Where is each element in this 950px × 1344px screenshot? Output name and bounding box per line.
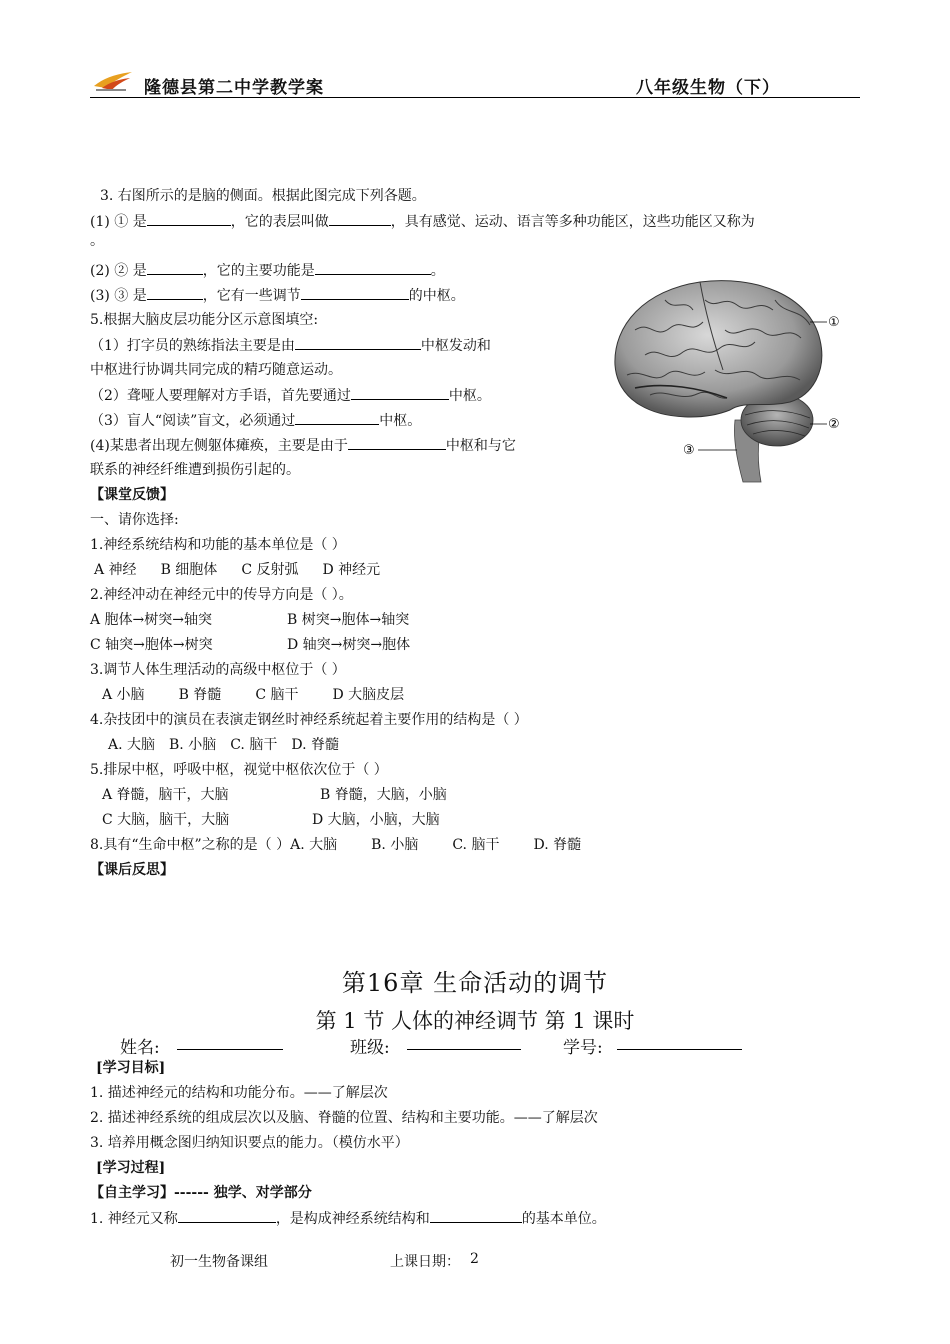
answer-blank[interactable]	[329, 211, 391, 226]
option[interactable]: D 大脑皮层	[332, 687, 405, 703]
answer-blank[interactable]	[295, 410, 379, 425]
footer-date-label: 上课日期：	[390, 1254, 460, 1270]
option[interactable]: C. 脑干	[452, 837, 500, 853]
page-number: 2	[470, 1251, 479, 1267]
option[interactable]: C. 脑干	[230, 737, 278, 753]
option[interactable]: D. 脊髓	[533, 837, 582, 853]
mc-q5-option-d[interactable]: D 大脑，小脑，大脑	[312, 812, 440, 828]
number-field[interactable]	[617, 1049, 742, 1050]
name-field-label: 姓名:	[120, 1038, 160, 1058]
answer-blank[interactable]	[147, 260, 203, 275]
mc-q5: 5.排尿中枢，呼吸中枢，视觉中枢依次位于（ ）	[90, 762, 388, 778]
self-study-q1: 1. 神经元又称 ，是构成神经系统结构和 的基本单位。	[90, 1208, 606, 1229]
class-field-label: 班级:	[350, 1038, 390, 1058]
mc-q2-option-d[interactable]: D 轴突→树突→胞体	[287, 637, 411, 653]
goal-1: 1. 描述神经元的结构和功能分布。——了解层次	[90, 1085, 388, 1101]
goals-heading: [学习目标]	[96, 1060, 166, 1076]
option[interactable]: C 脑干	[255, 687, 299, 703]
answer-blank[interactable]	[147, 285, 203, 300]
mc-q2-option-a[interactable]: A 胞体→树突→轴突	[90, 612, 213, 628]
header-divider	[90, 97, 860, 98]
process-heading: [学习过程]	[96, 1160, 166, 1176]
q3-part2: (2) ② 是 ，它的主要功能是 。	[90, 260, 445, 281]
number-field-label: 学号:	[563, 1038, 603, 1058]
mc-q1: 1.神经系统结构和功能的基本单位是（ ）	[90, 537, 346, 553]
answer-blank[interactable]	[147, 211, 231, 226]
name-field[interactable]	[177, 1049, 283, 1050]
q3-part3: (3) ③ 是 ，它有一些调节 的中枢。	[90, 285, 465, 306]
feedback-heading: 【课堂反馈】	[90, 487, 174, 503]
subject-title: 八年级生物（下）	[636, 78, 780, 98]
q5-item4-cont: 联系的神经纤维遭到损伤引起的。	[90, 462, 300, 478]
option[interactable]: A 小脑	[102, 687, 145, 703]
option[interactable]: C 反射弧	[241, 562, 299, 578]
mc-q2-option-c[interactable]: C 轴突→胞体→树突	[90, 637, 213, 653]
mc-q3-options	[102, 685, 404, 705]
school-logo-icon	[92, 70, 134, 92]
self-study-heading: 【自主学习】------ 独学、对学部分	[90, 1185, 312, 1201]
brain-label-1: ①	[828, 315, 840, 330]
answer-blank[interactable]	[178, 1208, 276, 1223]
q5-item2: （2）聋哑人要理解对方手语，首先要通过 中枢。	[90, 385, 491, 406]
option[interactable]: B 脊髓	[178, 687, 222, 703]
q3-intro: 3. 右图所示的是脑的侧面。根据此图完成下列各题。	[100, 188, 426, 204]
brain-label-3: ③	[683, 443, 695, 458]
answer-blank[interactable]	[295, 335, 421, 350]
option[interactable]: D. 脊髓	[291, 737, 339, 753]
mc-q1-options	[94, 560, 380, 580]
mc-q8: 8.具有“生命中枢”之称的是（ ）A. 大脑 B. 小脑 C. 脑干 D. 脊髓	[90, 837, 582, 853]
mc-q5-option-c[interactable]: C 大脑，脑干，大脑	[102, 812, 230, 828]
answer-blank[interactable]	[430, 1208, 522, 1223]
answer-blank[interactable]	[351, 385, 449, 400]
option[interactable]: D 神经元	[322, 562, 381, 578]
q5-item4: (4)某患者出现左侧躯体瘫痪，主要是由于 中枢和与它	[90, 435, 516, 456]
class-field[interactable]	[407, 1049, 521, 1050]
q3-part1: (1) ① 是 ，它的表层叫做 ，具有感觉、运动、语言等多种功能区，这些功能区又称为	[90, 211, 755, 232]
option[interactable]: A 神经	[94, 562, 137, 578]
option[interactable]: B 细胞体	[160, 562, 218, 578]
option[interactable]: A. 大脑	[290, 837, 338, 853]
brain-diagram	[605, 270, 860, 485]
answer-blank[interactable]	[301, 285, 409, 300]
q5-item1-cont: 中枢进行协调共同完成的精巧随意运动。	[90, 362, 342, 378]
q5-item1: （1）打字员的熟练指法主要是由 中枢发动和	[90, 335, 491, 356]
reflection-heading: 【课后反思】	[90, 862, 174, 878]
q5-intro: 5.根据大脑皮层功能分区示意图填空:	[90, 312, 319, 328]
option[interactable]: B. 小脑	[371, 837, 419, 853]
option[interactable]: B. 小脑	[169, 737, 217, 753]
brain-label-2: ②	[828, 417, 840, 432]
feedback-sub: 一、请你选择:	[90, 512, 179, 528]
chapter-title: 第16章 生命活动的调节	[341, 969, 609, 997]
goal-2: 2. 描述神经系统的组成层次以及脑、脊髓的位置、结构和主要功能。——了解层次	[90, 1110, 598, 1126]
mc-q4-options	[108, 735, 339, 755]
mc-q3: 3.调节人体生理活动的高级中枢位于（ ）	[90, 662, 346, 678]
answer-blank[interactable]	[315, 260, 431, 275]
section-title: 第 1 节 人体的神经调节 第 1 课时	[315, 1009, 635, 1033]
mc-q5-option-b[interactable]: B 脊髓，大脑，小脑	[320, 787, 447, 803]
mc-q2-option-b[interactable]: B 树突→胞体→轴突	[287, 612, 410, 628]
mc-q2: 2.神经冲动在神经元中的传导方向是（ ）。	[90, 587, 353, 603]
q5-item3: （3）盲人“阅读”盲文，必须通过 中枢。	[90, 410, 421, 431]
answer-blank[interactable]	[348, 435, 446, 450]
option[interactable]: A. 大脑	[108, 737, 156, 753]
mc-q4: 4.杂技团中的演员在表演走钢丝时神经系统起着主要作用的结构是（ ）	[90, 712, 528, 728]
q3-part1-end: 。	[90, 233, 104, 249]
school-name: 隆德县第二中学教学案	[144, 78, 324, 98]
footer-group: 初一生物备课组	[170, 1254, 268, 1270]
mc-q5-option-a[interactable]: A 脊髓，脑干，大脑	[102, 787, 229, 803]
goal-3: 3. 培养用概念图归纳知识要点的能力。（模仿水平）	[90, 1135, 409, 1151]
